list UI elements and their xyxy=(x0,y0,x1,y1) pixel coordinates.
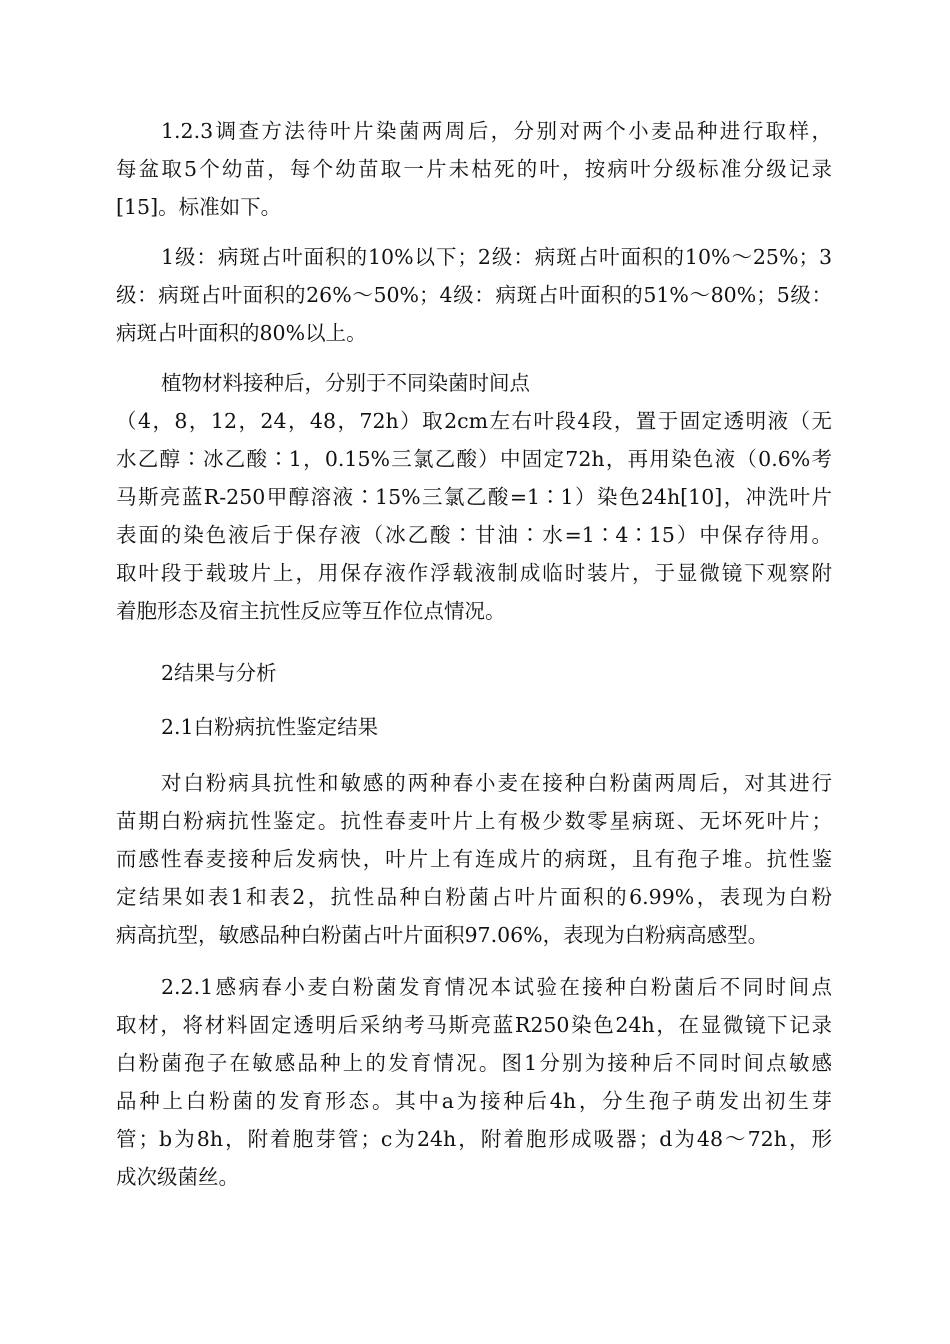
text-line: 1级：病斑占叶面积的10%以下；2级：病斑占叶面积的10%～25%；3 xyxy=(161,245,832,269)
paragraph-fungus-development xyxy=(116,968,832,1196)
text-line: 对白粉病具抗性和敏感的两种春小麦在接种白粉菌两周后，对其进行 xyxy=(161,771,832,795)
paragraph-investigation-method xyxy=(116,112,832,226)
text-line: 级：病斑占叶面积的26%～50%；4级：病斑占叶面积的51%～80%；5级： xyxy=(116,283,832,307)
text-line: 病高抗型，敏感品种白粉菌占叶片面积97.06%，表现为白粉病高感型。 xyxy=(116,923,769,947)
text-line: 水乙醇∶冰乙酸∶1，0.15%三氯乙酸）中固定72h，再用染色液（0.6%考 xyxy=(116,447,832,471)
text-line: 成次级菌丝。 xyxy=(116,1165,239,1189)
text-line: 每盆取5个幼苗，每个幼苗取一片未枯死的叶，按病叶分级标准分级记录 xyxy=(116,157,832,181)
text-line: [15]。标准如下。 xyxy=(116,195,282,219)
text-line: 白粉菌孢子在敏感品种上的发育情况。图1分别为接种后不同时间点敏感 xyxy=(116,1051,832,1075)
text-line: 着胞形态及宿主抗性反应等互作位点情况。 xyxy=(116,599,506,623)
text-line: 表面的染色液后于保存液（冰乙酸∶甘油∶水=1∶4∶15）中保存待用。 xyxy=(116,523,832,547)
text-line: 马斯亮蓝R-250甲醇溶液∶15%三氯乙酸=1∶1）染色24h[10]，冲洗叶片 xyxy=(116,485,832,509)
text-line: 2.2.1感病春小麦白粉菌发育情况本试验在接种白粉菌后不同时间点 xyxy=(161,975,832,999)
text-line: 1.2.3调查方法待叶片染菌两周后，分别对两个小麦品种进行取样， xyxy=(161,119,832,143)
text-line: 定结果如表1和表2，抗性品种白粉菌占叶片面积的6.99%，表现为白粉 xyxy=(116,885,832,909)
text-line: 取材，将材料固定透明后采纳考马斯亮蓝R250染色24h，在显微镜下记录 xyxy=(116,1013,832,1037)
paragraph-grading-standard xyxy=(116,238,832,352)
text-line: 病斑占叶面积的80%以上。 xyxy=(116,321,367,345)
text-line: 管；b为8h，附着胞芽管；c为24h，附着胞形成吸器；d为48～72h，形 xyxy=(116,1127,832,1151)
text-line: 而感性春麦接种后发病快，叶片上有连成片的病斑，且有孢子堆。抗性鉴 xyxy=(116,847,832,871)
paragraph-staining-procedure xyxy=(116,364,832,630)
text-line: 品种上白粉菌的发育形态。其中a为接种后4h，分生孢子萌发出初生芽 xyxy=(116,1089,832,1113)
text-line: 苗期白粉病抗性鉴定。抗性春麦叶片上有极少数零星病斑、无坏死叶片； xyxy=(116,809,832,833)
heading-text: 2.1白粉病抗性鉴定结果 xyxy=(161,715,379,739)
section-heading-results xyxy=(116,654,832,692)
subsection-heading-resistance xyxy=(116,708,832,746)
text-line: 植物材料接种后，分别于不同染菌时间点 xyxy=(161,371,530,395)
text-line: （4，8，12，24，48，72h）取2cm左右叶段4段，置于固定透明液（无 xyxy=(116,409,832,433)
paragraph-resistance-results xyxy=(116,764,832,954)
text-line: 取叶段于载玻片上，用保存液作浮载液制成临时装片，于显微镜下观察附 xyxy=(116,561,832,585)
heading-text: 2结果与分析 xyxy=(161,661,277,685)
